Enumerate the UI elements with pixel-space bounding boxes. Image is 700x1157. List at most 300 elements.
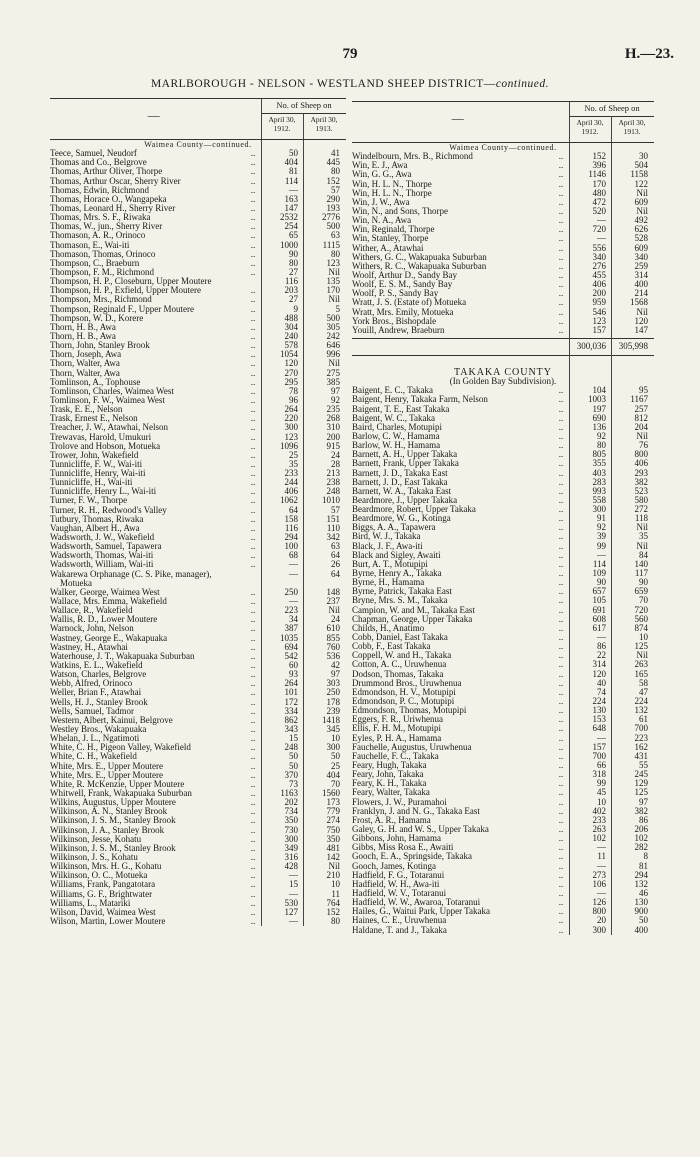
column-divider [611,143,612,935]
sheep-1912: 60 [289,660,298,671]
owner-name: York Bros., Bishopdale [352,316,437,326]
sheep-1913: 855 [326,632,340,643]
leader-dots: .. [558,605,564,615]
sheep-1912: 152 [592,151,606,162]
table-row [50,798,346,807]
owner-name: Thompson, F. M., Richmond [50,267,155,277]
leader-dots: .. [558,879,564,889]
table-row [352,478,654,487]
owner-name: Thompson, Mrs., Richmond [50,295,152,305]
owner-name: Turner, F. W., Thorpe [50,496,128,506]
sheep-1912: 805 [592,449,606,460]
sheep-1913: 132 [634,705,648,716]
sheep-1913: 64 [331,568,340,579]
leader-dots: .. [250,176,256,186]
leader-dots: .. [558,569,564,579]
sheep-1912: 343 [284,724,298,734]
table-row [50,844,346,853]
leader-dots [552,359,570,368]
table-row [352,262,654,271]
owner-name: Tutbury, Thomas, Riwaka [50,514,144,524]
sheep-1913: 275 [326,367,340,378]
sheep-1913: 213 [326,468,340,479]
leader-dots: .. [250,624,256,634]
table-row [50,433,346,442]
leader-dots: .. [558,395,564,405]
owner-name: Barlow, W. H., Hamama [352,441,441,451]
sheep-1913: 248 [326,486,340,497]
sheep-1913: 117 [634,568,648,579]
owner-name: Thomas, Mrs. S. F., Riwaka [50,213,151,223]
table-row [50,752,346,761]
leader-dots: .. [250,203,256,213]
table-row [352,816,654,825]
owner-name: Barnett, A. H., Upper Takaka [352,450,458,460]
header-col-1912: April 30, 1912. [268,115,296,133]
sheep-1913: 659 [634,586,648,597]
leader-dots: .. [558,413,564,423]
table-row [352,432,654,441]
sheep-1912: 109 [592,568,606,579]
owner-name: Frost, A. R., Hamama [352,815,431,825]
leader-dots: .. [558,697,564,707]
table-row [50,460,346,469]
leader-dots: .. [250,185,256,195]
table-row [352,926,654,935]
leader-dots: .. [558,495,564,505]
owner-name: Win, E. J., Awa [352,161,408,171]
leader-dots: .. [558,289,564,299]
leader-dots: .. [250,816,256,826]
table-row [352,386,654,395]
leader-dots: .. [250,916,256,926]
leader-dots: .. [558,925,564,935]
owner-name: Thorn, Walter, Awa [50,368,120,378]
table-row [50,268,346,277]
sheep-1912: 202 [284,797,298,808]
leader-dots: .. [558,252,564,262]
leader-dots: .. [250,167,256,177]
table-row [50,305,346,314]
sheep-1913: 24 [331,614,340,625]
left-table-header [50,98,346,140]
leader-dots: .. [558,761,564,770]
table-row [352,862,654,871]
sheep-1912: — [597,549,606,560]
table-row [352,308,654,317]
owner-name: Waimea County—continued. [449,143,557,152]
sheep-1913: 8 [643,851,648,862]
leader-dots: .. [558,596,564,606]
table-row [50,350,346,359]
owner-name: Williams, G. F., Brightwater [50,889,153,899]
table-row [352,578,654,587]
sheep-1912: 300 [592,924,606,935]
leader-dots: .. [250,761,256,771]
header-divider [303,113,304,139]
header-group-label: No. of Sheep on [570,104,654,117]
leader-dots: .. [250,194,256,204]
sheep-1912: 15 [289,879,298,890]
leader-dots: .. [558,280,564,290]
owner-name: Gooch, James, Kotinga [352,861,436,871]
sheep-1913: 500 [326,312,340,323]
table-row [50,826,346,835]
sheep-1912: 233 [284,468,298,479]
owner-name: Feary, Hugh, Takaka [352,761,427,770]
sheep-1913: 492 [634,215,648,226]
sheep-1912: 101 [284,687,298,698]
leader-dots: .. [558,468,564,478]
sheep-1912: 123 [284,431,298,442]
owner-name: Trower, John, Wakefield [50,450,139,460]
owner-name: Beardmore, W. G., Kotinga [352,514,451,524]
sheep-1913: 268 [326,413,340,424]
sheep-1912: 136 [592,421,606,432]
sheep-1913: 536 [326,650,340,661]
leader-dots: .. [558,742,564,752]
owner-name: Baigent, E. C., Takaka [352,386,433,396]
table-row [352,770,654,779]
table-row [50,396,346,405]
sheep-1913: 528 [634,233,648,244]
sheep-1913: 204 [634,421,648,432]
leader-dots: .. [558,669,564,679]
sheep-1912: 294 [284,532,298,543]
table-row [50,688,346,697]
sheep-1913: 237 [326,596,340,607]
table-row [352,633,654,642]
table-row [50,661,346,670]
table-row [50,487,346,496]
sheep-1912: 157 [592,324,606,335]
sheep-1912: 130 [592,705,606,716]
sheep-1912: 318 [592,769,606,780]
header-divider [569,102,570,142]
owner-name: Trewavas, Harold, Umukuri [50,432,152,442]
leader-dots: .. [250,606,256,616]
sheep-1912: — [289,596,298,607]
table-row [50,643,346,652]
owner-name: Win, J. W., Awa [352,197,410,207]
leader-dots: .. [250,341,256,351]
sheep-1913: 61 [639,714,648,725]
sheep-1913: 293 [634,467,648,478]
sheep-1913: 30 [639,151,648,162]
owner-name: Withers, G. C., Wakapuaka Suburban [352,252,487,262]
sheep-1913: 55 [639,760,648,770]
table-row [50,899,346,908]
sheep-1913: 996 [326,349,340,360]
sheep-1912: 116 [284,522,298,533]
header-col-1913: April 30, 1913. [310,115,338,133]
sheep-1913: 764 [326,897,340,908]
sheep-1912: 1146 [588,169,606,180]
sheep-1912: 403 [592,467,606,478]
table-row [50,277,346,286]
right-table-body [352,143,654,935]
sheep-1912: 170 [592,178,606,189]
owner-name: Beardmore, J., Upper Takaka [352,495,458,505]
sheep-1912: 295 [284,376,298,387]
leader-dots: .. [558,824,564,834]
sheep-1912: 370 [284,769,298,780]
sheep-1913: 1158 [630,169,648,180]
sheep-1913: 206 [634,823,648,834]
owner-name: Eggers, F. R., Uriwhenua [352,715,444,725]
owner-name: Hadfield, F. G., Totaranui [352,870,445,880]
sheep-1913: 97 [331,385,340,396]
owner-name: (In Golden Bay Subdivision). [449,377,557,387]
table-row [352,359,654,368]
table-row [352,587,654,596]
leader-dots: .. [558,386,564,396]
table-row [50,615,346,624]
leader-dots: .. [250,395,256,405]
owner-name: Feary, John, Takaka [352,770,424,780]
sheep-1912: 530 [284,897,298,908]
sheep-1912: 488 [284,312,298,323]
sheep-1912: 100 [284,541,298,552]
sheep-1912: 334 [284,705,298,716]
table-row [50,405,346,414]
sheep-1913: 1010 [322,495,340,506]
owner-name: Thompson, Reginald F., Upper Moutere [50,304,195,314]
header-divider [611,116,612,142]
owner-name: Feary, Walter, Takaka [352,788,430,798]
sheep-1913: 239 [326,705,340,716]
owner-name: Whelan, J. L., Ngatimoti [50,734,140,744]
table-row [50,359,346,368]
owner-name: Treacher, J. W., Atawhai, Nelson [50,423,169,433]
leader-dots: .. [558,678,564,688]
leader-dots: .. [250,688,256,698]
leader-dots: .. [558,532,564,542]
sheep-1913: 609 [634,242,648,253]
leader-dots: .. [558,450,564,460]
sheep-1913: 235 [326,404,340,415]
leader-dots: .. [558,578,564,588]
sheep-1912: 276 [592,260,606,271]
sheep-1912: 80 [289,257,298,268]
leader-dots: .. [558,197,564,207]
sheep-1912: 64 [289,504,298,515]
table-row [50,524,346,533]
leader-dots: .. [250,368,256,378]
sheep-1912: 158 [284,513,298,524]
sheep-1912: 1000 [280,239,298,250]
owner-name: Baigent, W. C., Takaka [352,413,435,423]
owner-name: Hadfield, W. W., Awaroa, Totaranui [352,898,481,908]
leader-dots: .. [250,304,256,314]
leader-dots: .. [250,258,256,268]
owner-name: Thorn, H. B., Awa [50,331,116,341]
sheep-1913: 193 [326,202,340,213]
table-row [352,569,654,578]
sheep-1912: 520 [592,205,606,216]
table-row [352,189,654,198]
table-row [352,660,654,669]
table-row [352,871,654,880]
owner-name: Trolove and Hobson, Motueka [50,441,161,451]
owner-name: Black and Sigley, Awaiti [352,550,441,560]
leader-dots: .. [558,770,564,780]
leader-dots: .. [558,441,564,451]
sheep-1913: 504 [634,160,648,171]
sheep-1913: 900 [634,906,648,917]
owner-name: Ellis, F. H. M., Motupipi [352,724,442,734]
sheep-1912: 1003 [588,394,606,405]
owner-name: Franklyn, J. and N. G., Takaka East [352,806,480,816]
leader-dots: .. [558,431,564,441]
sheep-1913: 125 [634,787,648,798]
sheep-1913: 42 [331,660,340,671]
owner-name: Edmondson, P. C., Motupipi [352,697,455,707]
sheep-1912: 68 [289,550,298,561]
leader-dots: .. [558,898,564,908]
leader-dots: .. [250,651,256,661]
owner-name: Eyles, P. H. A., Hamama [352,733,442,743]
sheep-1913: 24 [331,449,340,460]
sheep-1912: 472 [592,196,606,207]
owner-name: Tunnicliffe, H., Wai-iti [50,478,133,488]
leader-dots: .. [250,267,256,277]
leader-dots: .. [558,806,564,816]
owner-name: Wilkinson, Mrs. H. G., Kohatu [50,862,162,872]
sheep-1913: 303 [326,678,340,689]
sheep-1912: 27 [289,266,298,277]
sheep-1913: Nil [636,650,648,661]
leader-dots: .. [250,551,256,561]
sheep-1912: 65 [289,230,298,241]
sheep-1912: 127 [284,906,298,917]
leader-dots: .. [250,834,256,844]
table-row [352,551,654,560]
table-row [50,295,346,304]
leader-dots: .. [558,852,564,862]
table-row [50,551,346,560]
sheep-1912: 200 [592,288,606,299]
owner-name: Wells, H. J., Stanley Brook [50,697,148,707]
table-row [352,496,654,505]
owner-name: Hadfield, W. H., Awa-iti [352,879,440,889]
table-row [50,378,346,387]
owner-name: Turner, R. H., Redwood's Valley [50,505,167,515]
sheep-1913: 81 [639,860,648,871]
owner-name: Thomas, Leonard H., Sherry River [50,203,176,213]
leader-dots: .. [250,706,256,716]
leader-dots: .. [250,852,256,862]
table-row [352,469,654,478]
table-row [50,670,346,679]
table-row [352,916,654,925]
owner-name: Thomason, E., Wai-iti [50,240,130,250]
sheep-1913: 750 [326,824,340,835]
sheep-1912: 22 [597,650,606,661]
table-row [352,234,654,243]
sheep-1912: 657 [592,586,606,597]
table-row [352,523,654,532]
table-row [50,442,346,451]
table-row [352,651,654,660]
leader-dots: .. [558,216,564,226]
sheep-1913: 210 [326,870,340,881]
column-divider [303,140,304,926]
sheep-1913: 63 [331,230,340,241]
leader-dots: .. [250,249,256,259]
sheep-1912: 402 [592,805,606,816]
sheep-1913: Nil [328,861,340,872]
leader-dots: .. [558,541,564,551]
right-table-header [352,101,654,143]
leader-dots: .. [558,724,564,734]
sheep-1913: 102 [634,833,648,844]
table-row [50,890,346,899]
owner-name: Thomas, W., jun., Sherry River [50,222,163,232]
sheep-1913: 26 [331,559,340,570]
sheep-1913: 25 [331,760,340,771]
leader-dots: .. [558,459,564,469]
owner-name: Thomason, A. R., Orinoco [50,231,146,241]
table-row [50,213,346,222]
leader-dots: .. [558,298,564,308]
sheep-1912: 197 [592,403,606,414]
owner-name: Galey, G. H. and W. S., Upper Takaka [352,824,489,834]
table-row [352,834,654,843]
sheep-1912: 50 [289,751,298,762]
sheep-1913: 779 [326,806,340,817]
leader-dots: .. [558,870,564,880]
owner-name: Edmondson, Thomas, Motupipi [352,706,467,716]
sheep-1912: 300 [284,422,298,433]
table-row [352,180,654,189]
header-dash: — [147,108,160,122]
sheep-1912: 240 [284,330,298,341]
leader-dots: .. [250,670,256,680]
leader-dots: .. [558,733,564,743]
sheep-1912: 396 [592,160,606,171]
sheep-1912: 99 [597,778,606,789]
table-row [50,515,346,524]
owner-name: Wakarewa Orphanage (C. S. Pike, manager), [50,569,212,579]
sheep-1913: 151 [326,513,340,524]
leader-dots: .. [250,697,256,707]
sheep-1912: 734 [284,806,298,817]
table-row [352,414,654,423]
leader-dots: .. [250,222,256,232]
sheep-1913: 523 [634,485,648,496]
table-row [352,271,654,280]
leader-dots: .. [250,441,256,451]
owner-name: Thomas and Co., Belgrove [50,158,147,168]
leader-dots: .. [250,734,256,744]
sheep-1912: 264 [284,404,298,415]
leader-dots: .. [558,614,564,624]
owner-name: Edmondson, H. V., Motupipi [352,687,456,697]
sheep-1913: 915 [326,440,340,451]
owner-name: Wilson, David, Waimea West [50,907,156,917]
owner-name: White, Mrs. E., Upper Moutere [50,761,163,771]
sheep-1912: 92 [597,430,606,441]
leader-dots: .. [250,788,256,798]
owner-name: Thorn, John, Stanley Brook [50,341,150,351]
leader-dots: .. [558,261,564,271]
table-row [352,596,654,605]
page-number: 79 [342,46,358,62]
table-row [352,395,654,404]
sheep-1912: 81 [289,166,298,177]
sheep-1913: 70 [331,778,340,789]
